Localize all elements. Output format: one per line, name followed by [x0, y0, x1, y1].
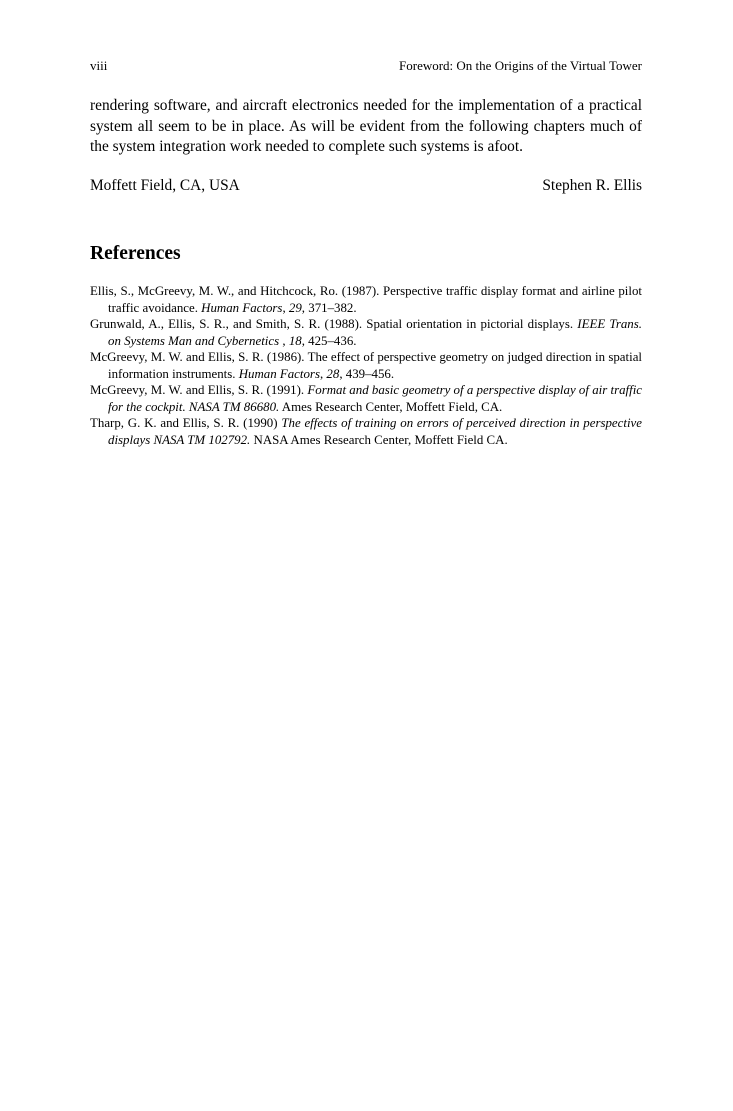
reference-item: Grunwald, A., Ellis, S. R., and Smith, S. R. (1988). Spatial orientation in pictorial displays. IEEE Trans. on Systems Man and Cybernetics , 18, 425–436.	[90, 317, 642, 348]
page-number: viii	[90, 58, 108, 73]
reference-item: Tharp, G. K. and Ellis, S. R. (1990) The effects of training on errors of perceived direction in perspective displays NASA TM 102792. NASA Ames Research Center, Moffett Field CA.	[90, 416, 642, 447]
references-heading: References	[90, 243, 181, 264]
reference-item: Ellis, S., McGreevy, M. W., and Hitchcock, Ro. (1987). Perspective traffic display format and airline pilot traffic avoidance. Human Factors, 29, 371–382.	[90, 284, 642, 315]
signoff-location: Moffett Field, CA, USA	[90, 177, 240, 194]
running-header	[90, 57, 642, 74]
reference-item: McGreevy, M. W. and Ellis, S. R. (1986). The effect of perspective geometry on judged direction in spatial information instruments. Human Factors, 28, 439–456.	[90, 350, 642, 381]
reference-item: McGreevy, M. W. and Ellis, S. R. (1991). Format and basic geometry of a perspective display of air traffic for the cockpit. NASA TM 86680. Ames Research Center, Moffett Field, CA.	[90, 383, 642, 414]
body-paragraph: rendering software, and aircraft electronics needed for the implementation of a practical system all seem to be in place. As will be evident from the following chapters much of the system integration work needed to complete such systems is afoot.	[90, 97, 642, 155]
signoff	[90, 176, 642, 196]
reference-list	[90, 283, 642, 448]
running-title: Foreword: On the Origins of the Virtual Tower	[399, 58, 642, 73]
signoff-author: Stephen R. Ellis	[542, 177, 642, 194]
